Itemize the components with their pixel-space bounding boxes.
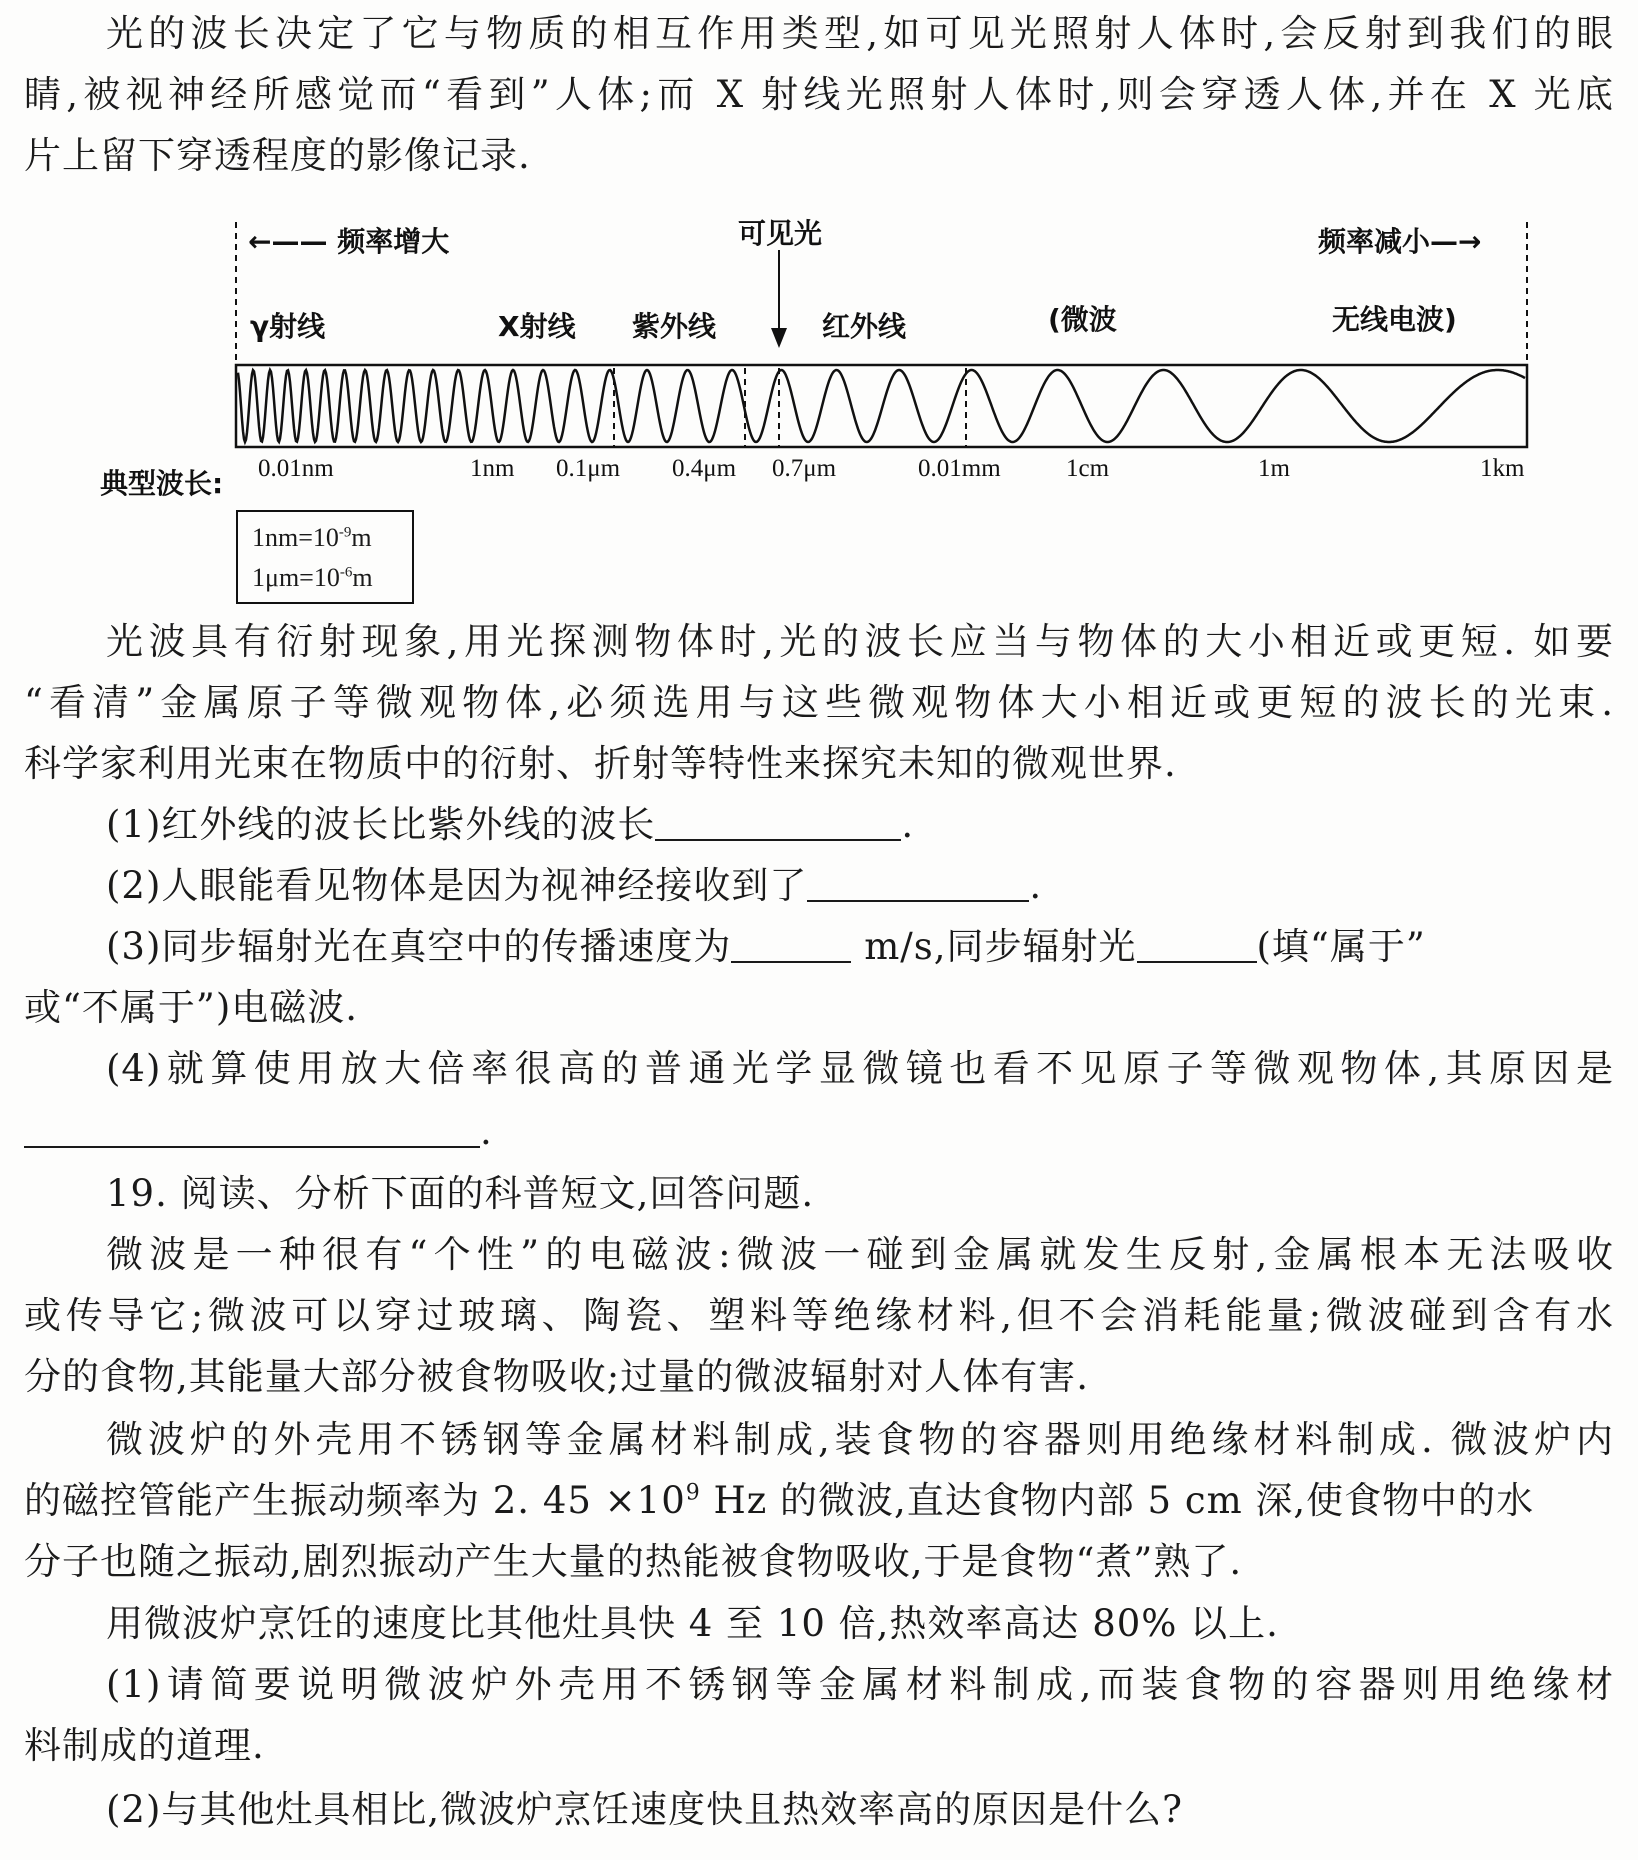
q18-item1-blank[interactable] — [655, 803, 901, 841]
q19-p3: 用微波炉烹饪的速度比其他灶具快 4 至 10 倍,热效率高达 80% 以上. — [106, 1602, 1279, 1645]
q18-item4: (4)就算使用放大倍率很高的普通光学显微镜也看不见原子等微观物体,其原因是 — [106, 1047, 1614, 1090]
tick-1: 1nm — [470, 455, 515, 482]
q19-q1-line1: (1)请简要说明微波炉外壳用不锈钢等金属材料制成,而装食物的容器则用绝缘材 — [106, 1663, 1614, 1706]
visible-light-arrow-head — [771, 328, 787, 348]
visible-light-label: 可见光 — [738, 217, 823, 250]
q19-q2: (2)与其他灶具相比,微波炉烹饪速度快且热效率高的原因是什么? — [106, 1788, 1184, 1831]
unit-nm: $1nm=10^{-9}m$ — [252, 523, 372, 552]
q19-p1-line3: 分的食物,其能量大部分被食物吸收;过量的微波辐射对人体有害. — [24, 1355, 1089, 1398]
q18-item2: (2)人眼能看见物体是因为视神经接收到了 . — [106, 864, 1043, 907]
q19-heading: 19. 阅读、分析下面的科普短文,回答问题. — [106, 1172, 815, 1215]
q19-p2-line3: 分子也随之振动,剧烈振动产生大量的热能被食物吸收,于是食物“煮”熟了. — [24, 1540, 1243, 1583]
q18-item3-line2: 或“不属于”)电磁波. — [24, 986, 359, 1029]
unit-um: $1\mu m=10^{-6}m$ — [252, 563, 373, 592]
q18-item1: (1)红外线的波长比紫外线的波长 . — [106, 803, 915, 846]
unit-conversion-box — [236, 510, 414, 604]
tick-6: 1cm — [1066, 455, 1110, 482]
tick-7: 1m — [1258, 455, 1290, 482]
q18-item3-blank-belong[interactable] — [1137, 925, 1257, 963]
band-microwave: (微波 — [1048, 303, 1117, 336]
paragraph1-line3: 片上留下穿透程度的影像记录. — [24, 134, 531, 177]
paragraph1-line2: 睛,被视神经所感觉而“看到”人体;而 X 射线光照射人体时,则会穿透人体,并在 X 光底 — [24, 73, 1614, 116]
freq-increase-label: ←—— 频率增大 — [248, 225, 450, 258]
freq-decrease-label: 频率减小—→ — [1318, 225, 1482, 258]
q19-p2-line2: 的磁控管能产生振动频率为 2. $45 \times 10^9$ Hz 的微波,直达食物内部 5 cm 深,使食物中的水 — [24, 1479, 1535, 1522]
band-xray: X射线 — [498, 310, 576, 343]
band-ir: 红外线 — [822, 310, 907, 343]
q19-p2-line1: 微波炉的外壳用不锈钢等金属材料制成,装食物的容器则用绝缘材料制成. 微波炉内 — [106, 1418, 1614, 1461]
paragraph2-line3: 科学家利用光束在物质中的衍射、折射等特性来探究未知的微观世界. — [24, 742, 1177, 785]
tick-5: 0.01mm — [918, 455, 1001, 482]
band-radio: 无线电波) — [1332, 303, 1457, 336]
wavelength-label: 典型波长: — [100, 467, 224, 500]
tick-3: 0.4μm — [672, 455, 737, 482]
q19-q1-line2: 料制成的道理. — [24, 1724, 265, 1767]
paragraph1-line1: 光的波长决定了它与物质的相互作用类型,如可见光照射人体时,会反射到我们的眼 — [106, 12, 1614, 55]
tick-0: 0.01nm — [258, 455, 334, 482]
q18-item4-answer: . — [24, 1108, 1614, 1156]
wave-curve — [238, 370, 1525, 442]
q19-p1-line2: 或传导它;微波可以穿过玻璃、陶瓷、塑料等绝缘材料,但不会消耗能量;微波碰到含有水 — [24, 1294, 1614, 1337]
tick-8: 1km — [1480, 455, 1525, 482]
q18-item2-blank[interactable] — [807, 864, 1029, 902]
paragraph2-line2: “看清”金属原子等微观物体,必须选用与这些微观物体大小相近或更短的波长的光束. — [24, 681, 1614, 724]
tick-2: 0.1μm — [556, 455, 621, 482]
electromagnetic-spectrum-diagram — [0, 210, 1638, 610]
band-gamma: γ射线 — [250, 310, 326, 343]
band-uv: 紫外线 — [632, 310, 717, 343]
q18-item3-blank-speed[interactable] — [731, 925, 851, 963]
q18-item4-blank[interactable] — [24, 1110, 480, 1148]
tick-4: 0.7μm — [772, 455, 837, 482]
q19-p1-line1: 微波是一种很有“个性”的电磁波:微波一碰到金属就发生反射,金属根本无法吸收 — [106, 1233, 1614, 1276]
paragraph2-line1: 光波具有衍射现象,用光探测物体时,光的波长应当与物体的大小相近或更短. 如要 — [106, 620, 1614, 663]
q18-item3: (3)同步辐射光在真空中的传播速度为 m/s,同步辐射光 (填“属于” — [106, 925, 1426, 968]
